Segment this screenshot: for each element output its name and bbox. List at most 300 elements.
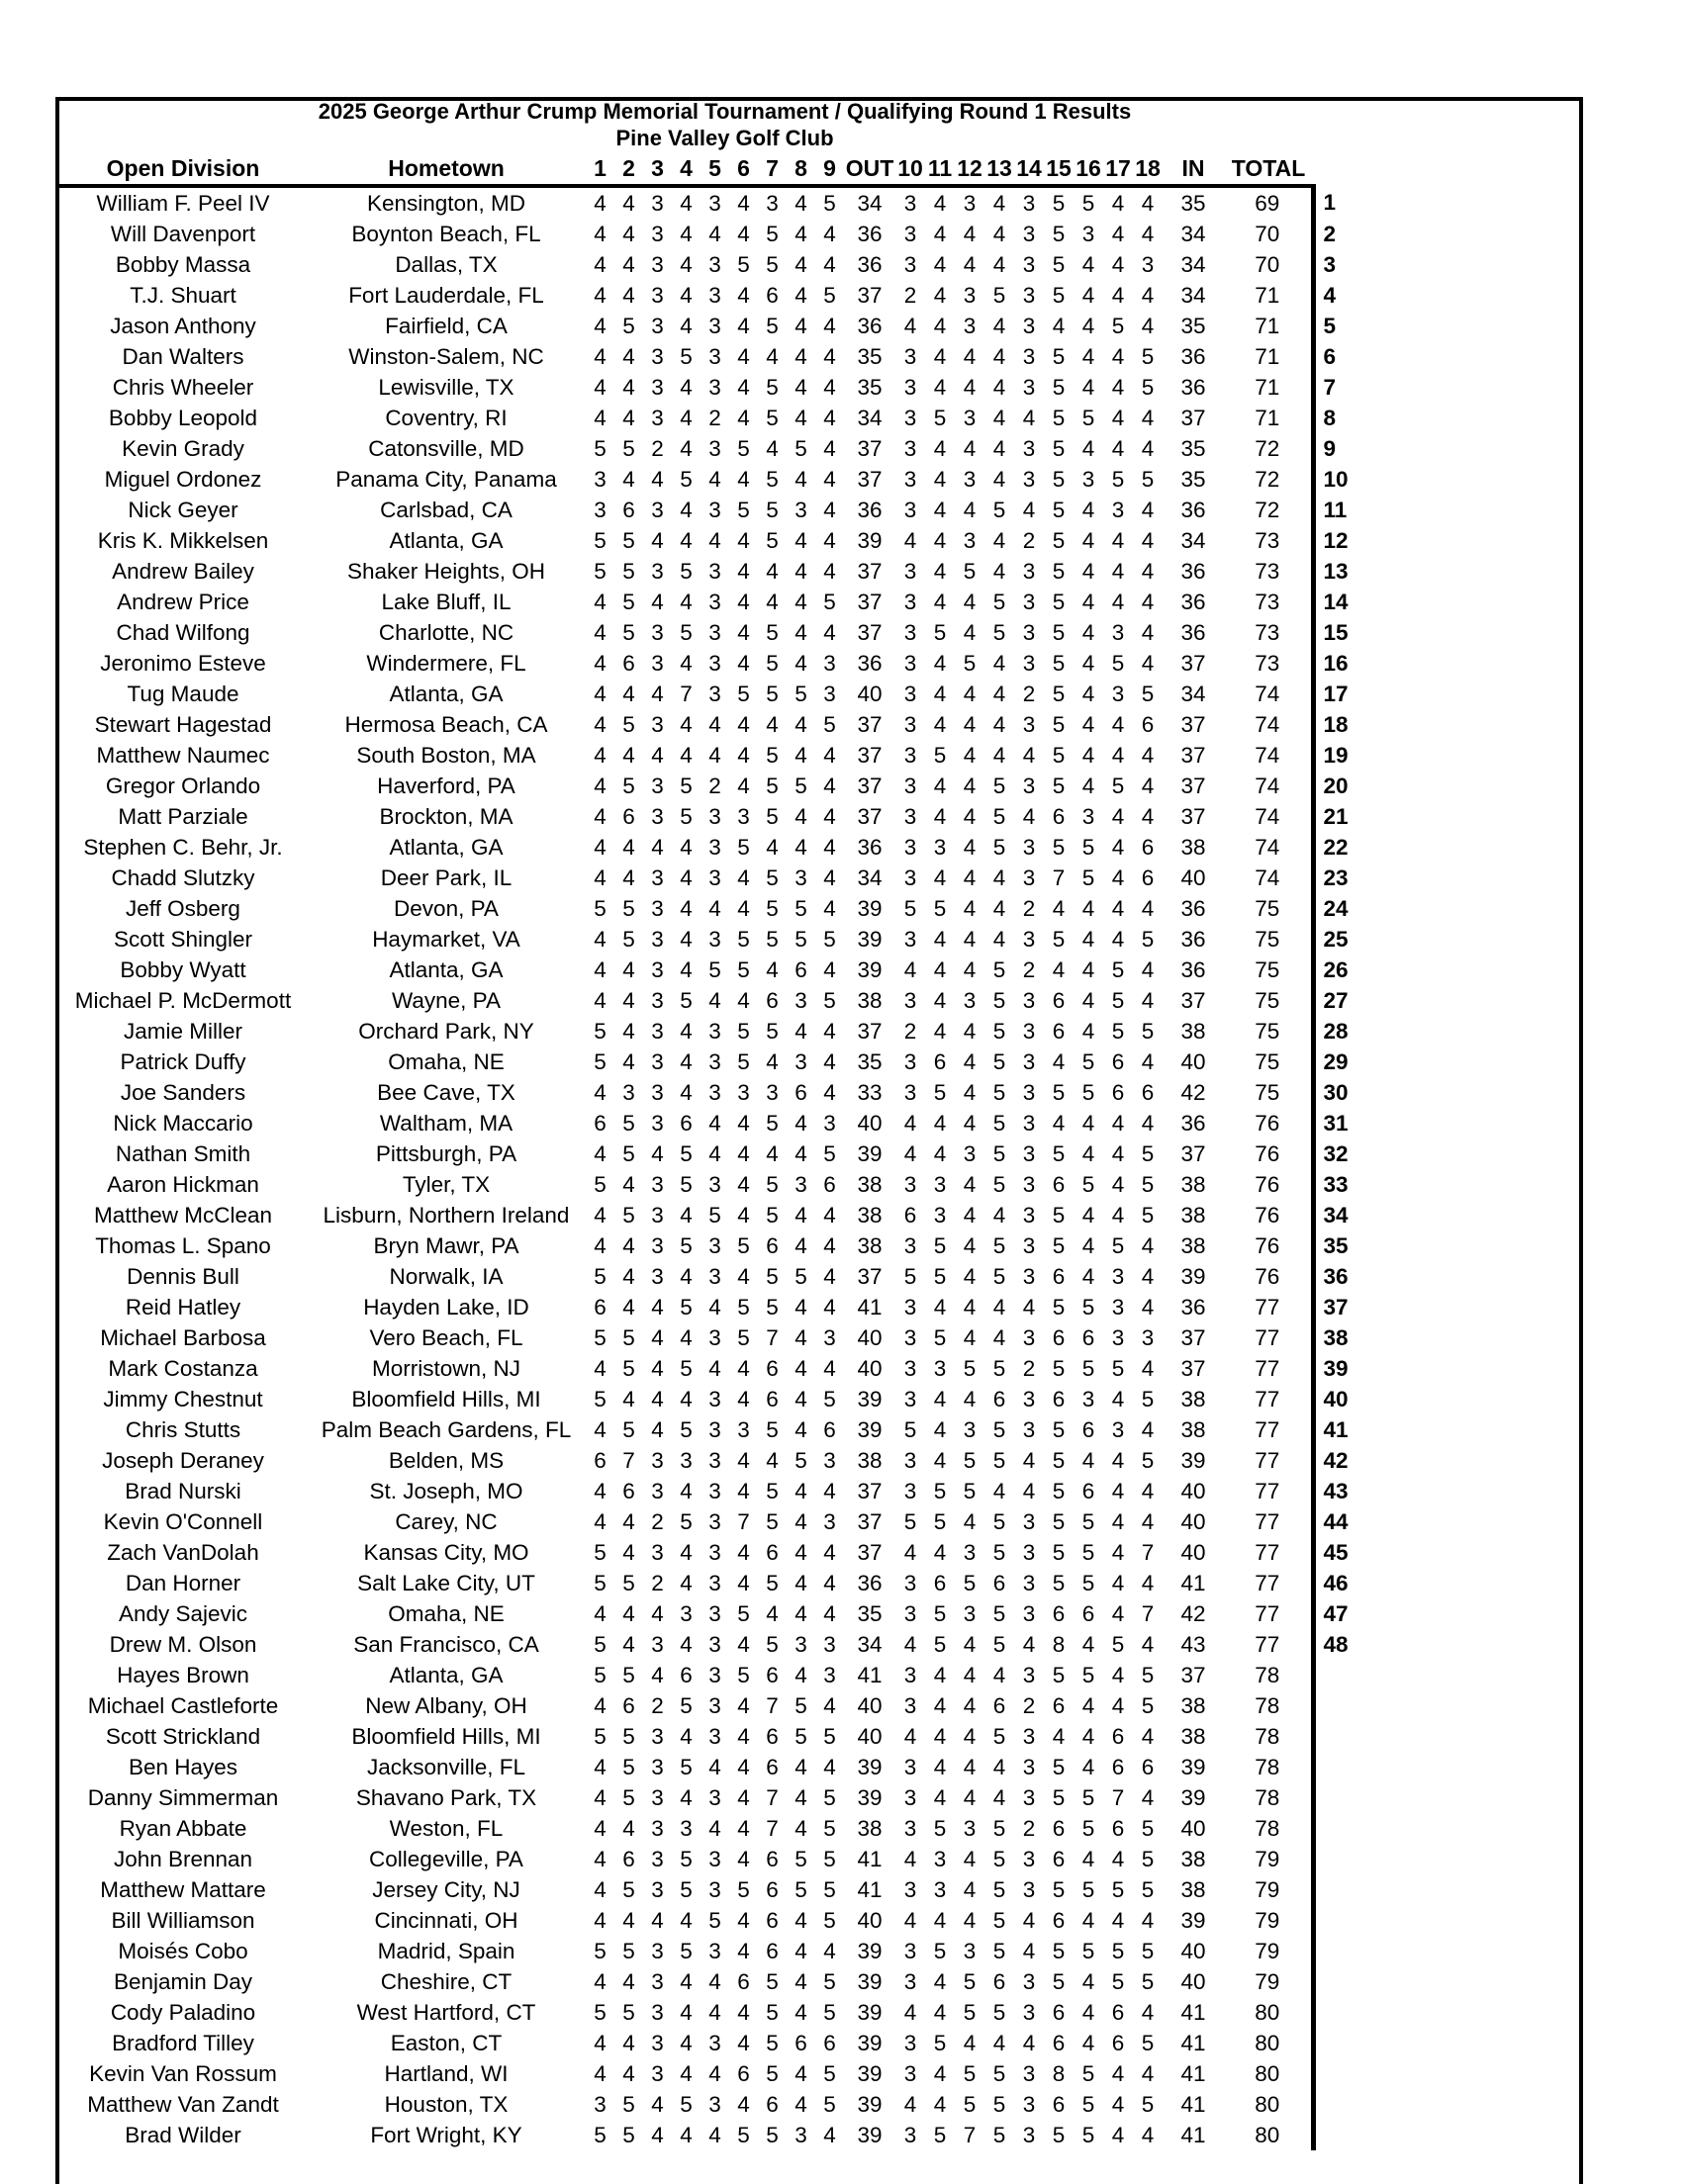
hole-score: 4 bbox=[737, 651, 750, 676]
hole-score: 6 bbox=[1052, 2000, 1066, 2025]
player-hometown: Fort Wright, KY bbox=[370, 2123, 522, 2147]
qualifying-rank: 25 bbox=[1313, 924, 1360, 955]
hole-score: 3 bbox=[737, 804, 750, 829]
hole-score: 4 bbox=[651, 1325, 664, 1350]
hole-score: 3 bbox=[651, 375, 664, 400]
hole-score: 3 bbox=[708, 1847, 721, 1871]
out-total: 40 bbox=[857, 1693, 883, 1718]
hole-score: 5 bbox=[737, 835, 750, 860]
hole-score: 4 bbox=[795, 1816, 807, 1841]
table-row bbox=[59, 2089, 1360, 2120]
hole-score: 6 bbox=[1052, 1693, 1066, 1718]
player-name: Michael Barbosa bbox=[100, 1325, 266, 1350]
hole-score: 4 bbox=[766, 1601, 779, 1626]
player-hometown: Norwalk, IA bbox=[389, 1264, 504, 1289]
hole-score: 2 bbox=[1022, 1356, 1036, 1381]
hole-score: 4 bbox=[933, 1755, 947, 1779]
hole-score: 6 bbox=[622, 1693, 635, 1718]
player-hometown: Easton, CT bbox=[390, 2031, 503, 2055]
hole-score: 4 bbox=[1141, 1724, 1155, 1749]
hole-score: 5 bbox=[933, 406, 947, 430]
hole-score: 5 bbox=[823, 1847, 836, 1871]
hole-score: 4 bbox=[594, 1509, 607, 1534]
hole-score: 4 bbox=[963, 375, 977, 400]
hole-score: 4 bbox=[795, 2061, 807, 2086]
hole-score: 4 bbox=[651, 2123, 664, 2147]
out-total: 39 bbox=[857, 528, 883, 553]
hole-score: 4 bbox=[992, 467, 1006, 492]
hole-score: 3 bbox=[708, 651, 721, 676]
qualifying-rank bbox=[1313, 1752, 1360, 1782]
hole-score: 4 bbox=[680, 835, 693, 860]
hole-score: 5 bbox=[622, 1877, 635, 1902]
hole-score: 4 bbox=[992, 528, 1006, 553]
hole-score: 3 bbox=[963, 406, 977, 430]
table-row bbox=[59, 1568, 1360, 1598]
player-name: Stephen C. Behr, Jr. bbox=[83, 835, 283, 860]
hole-score: 5 bbox=[680, 1172, 693, 1197]
hole-score: 5 bbox=[766, 528, 779, 553]
hole-score: 4 bbox=[594, 2031, 607, 2055]
hole-score: 5 bbox=[1052, 1509, 1066, 1534]
in-total: 39 bbox=[1180, 1785, 1206, 1810]
hole-score: 4 bbox=[823, 1356, 836, 1381]
hole-score: 3 bbox=[823, 1663, 836, 1687]
out-total: 34 bbox=[857, 406, 883, 430]
hole-score: 4 bbox=[963, 927, 977, 952]
hole-score: 5 bbox=[1081, 2061, 1095, 2086]
hole-score: 3 bbox=[963, 988, 977, 1013]
hole-score: 3 bbox=[903, 835, 917, 860]
qualifying-rank: 43 bbox=[1313, 1476, 1360, 1506]
hole-score: 3 bbox=[651, 1172, 664, 1197]
qualifying-rank: 27 bbox=[1313, 985, 1360, 1016]
hole-score: 4 bbox=[903, 1141, 917, 1166]
qualifying-rank: 31 bbox=[1313, 1108, 1360, 1138]
hole-score: 3 bbox=[823, 651, 836, 676]
hole-score: 6 bbox=[766, 1724, 779, 1749]
out-total: 35 bbox=[857, 344, 883, 369]
hole-score: 4 bbox=[1111, 2061, 1125, 2086]
hole-score: 4 bbox=[992, 1295, 1006, 1320]
hole-score: 4 bbox=[737, 1448, 750, 1473]
results-body bbox=[59, 186, 1360, 2150]
hole-score: 2 bbox=[1022, 1693, 1036, 1718]
hole-score: 4 bbox=[1081, 375, 1095, 400]
hole-score: 4 bbox=[933, 927, 947, 952]
hole-score: 3 bbox=[1022, 467, 1036, 492]
table-row bbox=[59, 1598, 1360, 1629]
player-hometown: Omaha, NE bbox=[388, 1601, 505, 1626]
hole-score: 4 bbox=[1081, 743, 1095, 768]
hole-score: 3 bbox=[651, 1479, 664, 1503]
hole-score: 4 bbox=[680, 1632, 693, 1657]
hole-score: 4 bbox=[737, 314, 750, 338]
hole-score: 3 bbox=[1022, 1540, 1036, 1565]
hole-score: 3 bbox=[1022, 1080, 1036, 1105]
hole-score: 2 bbox=[1022, 1816, 1036, 1841]
hole-score: 7 bbox=[1141, 1540, 1155, 1565]
in-total: 39 bbox=[1180, 1448, 1206, 1473]
player-name: Aaron Hickman bbox=[107, 1172, 259, 1197]
hole-score: 3 bbox=[594, 467, 607, 492]
hole-score: 3 bbox=[708, 1509, 721, 1534]
out-total: 36 bbox=[857, 651, 883, 676]
hole-score: 3 bbox=[651, 1019, 664, 1044]
table-row bbox=[59, 1721, 1360, 1752]
hole-score: 4 bbox=[708, 896, 721, 921]
hole-score: 3 bbox=[708, 835, 721, 860]
hole-score: 3 bbox=[622, 1080, 635, 1105]
qualifying-rank bbox=[1313, 2120, 1360, 2150]
hole-score: 4 bbox=[651, 1387, 664, 1411]
in-total: 36 bbox=[1180, 1295, 1206, 1320]
hole-score: 4 bbox=[1111, 590, 1125, 614]
table-row bbox=[59, 1322, 1360, 1353]
hole-score: 4 bbox=[708, 1141, 721, 1166]
column-header: 11 bbox=[925, 153, 955, 186]
hole-score: 3 bbox=[1022, 988, 1036, 1013]
player-name: Bobby Leopold bbox=[108, 406, 258, 430]
hole-score: 3 bbox=[903, 559, 917, 584]
player-name: Scott Strickland bbox=[105, 1724, 261, 1749]
hole-score: 4 bbox=[680, 1540, 693, 1565]
qualifying-rank: 37 bbox=[1313, 1292, 1360, 1322]
in-total: 36 bbox=[1180, 620, 1206, 645]
table-row bbox=[59, 1414, 1360, 1445]
hole-score: 6 bbox=[737, 1969, 750, 1994]
hole-score: 4 bbox=[1111, 2092, 1125, 2117]
hole-score: 4 bbox=[766, 559, 779, 584]
round-total: 74 bbox=[1255, 682, 1280, 706]
hole-score: 4 bbox=[963, 1080, 977, 1105]
round-total: 71 bbox=[1255, 406, 1280, 430]
hole-score: 4 bbox=[737, 467, 750, 492]
hole-score: 3 bbox=[963, 1816, 977, 1841]
hole-score: 3 bbox=[795, 988, 807, 1013]
hole-score: 4 bbox=[1111, 191, 1125, 216]
hole-score: 6 bbox=[680, 1111, 693, 1136]
hole-score: 5 bbox=[1052, 1969, 1066, 1994]
hole-score: 3 bbox=[708, 1019, 721, 1044]
hole-score: 5 bbox=[1081, 865, 1095, 890]
qualifying-rank bbox=[1313, 1936, 1360, 1966]
in-total: 40 bbox=[1180, 1939, 1206, 1963]
out-total: 39 bbox=[857, 1755, 883, 1779]
hole-score: 4 bbox=[622, 1969, 635, 1994]
hole-score: 5 bbox=[963, 1479, 977, 1503]
hole-score: 5 bbox=[1141, 1203, 1155, 1228]
hole-score: 5 bbox=[622, 1111, 635, 1136]
qualifying-rank: 40 bbox=[1313, 1384, 1360, 1414]
hole-score: 4 bbox=[1081, 620, 1095, 645]
table-row bbox=[59, 924, 1360, 955]
player-name: Matthew Van Zandt bbox=[87, 2092, 279, 2117]
hole-score: 5 bbox=[823, 1141, 836, 1166]
player-hometown: Bee Cave, TX bbox=[377, 1080, 515, 1105]
table-row bbox=[59, 1813, 1360, 1844]
hole-score: 3 bbox=[963, 528, 977, 553]
hole-score: 5 bbox=[795, 896, 807, 921]
hole-score: 3 bbox=[708, 1693, 721, 1718]
hole-score: 7 bbox=[737, 1509, 750, 1534]
hole-score: 4 bbox=[795, 1019, 807, 1044]
hole-score: 3 bbox=[903, 436, 917, 461]
hole-score: 5 bbox=[992, 498, 1006, 522]
hole-score: 5 bbox=[737, 1877, 750, 1902]
hole-score: 3 bbox=[933, 1877, 947, 1902]
hole-score: 5 bbox=[622, 528, 635, 553]
hole-score: 4 bbox=[1111, 1571, 1125, 1595]
out-total: 37 bbox=[857, 1540, 883, 1565]
hole-score: 5 bbox=[992, 1877, 1006, 1902]
hole-score: 3 bbox=[708, 1325, 721, 1350]
qualifying-rank: 42 bbox=[1313, 1445, 1360, 1476]
hole-score: 5 bbox=[737, 2123, 750, 2147]
column-header: IN bbox=[1163, 153, 1224, 186]
out-total: 37 bbox=[857, 559, 883, 584]
player-name: Cody Paladino bbox=[110, 2000, 256, 2025]
hole-score: 5 bbox=[933, 2031, 947, 2055]
player-name: Michael P. McDermott bbox=[74, 988, 292, 1013]
hole-score: 5 bbox=[766, 774, 779, 798]
hole-score: 4 bbox=[1141, 2123, 1155, 2147]
player-hometown: Fairfield, CA bbox=[385, 314, 508, 338]
player-hometown: Hayden Lake, ID bbox=[363, 1295, 529, 1320]
in-total: 35 bbox=[1180, 467, 1206, 492]
round-total: 77 bbox=[1255, 1325, 1280, 1350]
hole-score: 4 bbox=[1141, 191, 1155, 216]
qualifying-rank bbox=[1313, 2058, 1360, 2089]
round-total: 71 bbox=[1255, 344, 1280, 369]
hole-score: 4 bbox=[1022, 2031, 1036, 2055]
round-total: 71 bbox=[1255, 314, 1280, 338]
hole-score: 3 bbox=[1022, 222, 1036, 246]
hole-score: 2 bbox=[1022, 528, 1036, 553]
hole-score: 5 bbox=[933, 1509, 947, 1534]
hole-score: 3 bbox=[1141, 1325, 1155, 1350]
out-total: 37 bbox=[857, 712, 883, 737]
hole-score: 5 bbox=[766, 375, 779, 400]
qualifying-rank: 8 bbox=[1313, 403, 1360, 433]
hole-score: 4 bbox=[963, 1785, 977, 1810]
hole-score: 4 bbox=[933, 1663, 947, 1687]
hole-score: 4 bbox=[737, 2031, 750, 2055]
hole-score: 5 bbox=[622, 927, 635, 952]
hole-score: 4 bbox=[708, 467, 721, 492]
hole-score: 8 bbox=[1052, 2061, 1066, 2086]
hole-score: 4 bbox=[795, 2092, 807, 2117]
hole-score: 4 bbox=[680, 1908, 693, 1933]
hole-score: 5 bbox=[1141, 927, 1155, 952]
hole-score: 4 bbox=[651, 528, 664, 553]
in-total: 38 bbox=[1180, 1724, 1206, 1749]
hole-score: 4 bbox=[795, 712, 807, 737]
hole-score: 3 bbox=[823, 1509, 836, 1534]
hole-score: 3 bbox=[933, 1847, 947, 1871]
hole-score: 3 bbox=[651, 1049, 664, 1074]
hole-score: 4 bbox=[795, 314, 807, 338]
hole-score: 5 bbox=[1081, 1356, 1095, 1381]
hole-score: 6 bbox=[766, 283, 779, 308]
hole-score: 3 bbox=[1022, 1724, 1036, 1749]
hole-score: 4 bbox=[1081, 1141, 1095, 1166]
column-header: 17 bbox=[1103, 153, 1133, 186]
hole-score: 4 bbox=[1141, 222, 1155, 246]
hole-score: 4 bbox=[737, 1356, 750, 1381]
in-total: 38 bbox=[1180, 835, 1206, 860]
in-total: 40 bbox=[1180, 1049, 1206, 1074]
hole-score: 3 bbox=[651, 620, 664, 645]
hole-score: 4 bbox=[594, 344, 607, 369]
hole-score: 5 bbox=[823, 1724, 836, 1749]
hole-score: 7 bbox=[680, 682, 693, 706]
hole-score: 4 bbox=[594, 712, 607, 737]
player-hometown: New Albany, OH bbox=[365, 1693, 527, 1718]
hole-score: 4 bbox=[680, 865, 693, 890]
column-header: 13 bbox=[984, 153, 1014, 186]
hole-score: 5 bbox=[766, 651, 779, 676]
round-total: 79 bbox=[1255, 1877, 1280, 1902]
hole-score: 5 bbox=[823, 2061, 836, 2086]
in-total: 36 bbox=[1180, 559, 1206, 584]
hole-score: 5 bbox=[992, 2092, 1006, 2117]
hole-score: 6 bbox=[1111, 1080, 1125, 1105]
player-name: Nathan Smith bbox=[115, 1141, 251, 1166]
hole-score: 4 bbox=[622, 1387, 635, 1411]
hole-score: 4 bbox=[1111, 896, 1125, 921]
table-row bbox=[59, 403, 1360, 433]
player-name: Jamie Miller bbox=[123, 1019, 242, 1044]
qualifying-rank: 17 bbox=[1313, 679, 1360, 709]
hole-score: 4 bbox=[963, 712, 977, 737]
hole-score: 4 bbox=[933, 498, 947, 522]
hole-score: 4 bbox=[933, 1785, 947, 1810]
hole-score: 5 bbox=[680, 1141, 693, 1166]
qualifying-rank: 47 bbox=[1313, 1598, 1360, 1629]
table-row bbox=[59, 311, 1360, 341]
table-row bbox=[59, 433, 1360, 464]
player-name: Matthew Mattare bbox=[100, 1877, 266, 1902]
hole-score: 4 bbox=[903, 1724, 917, 1749]
hole-score: 5 bbox=[1081, 1509, 1095, 1534]
hole-score: 4 bbox=[963, 896, 977, 921]
hole-score: 3 bbox=[963, 283, 977, 308]
table-row bbox=[59, 495, 1360, 525]
round-total: 75 bbox=[1255, 957, 1280, 982]
hole-score: 3 bbox=[651, 988, 664, 1013]
player-hometown: Bloomfield Hills, MI bbox=[351, 1724, 541, 1749]
player-hometown: Kensington, MD bbox=[366, 191, 526, 216]
hole-score: 4 bbox=[992, 191, 1006, 216]
in-total: 36 bbox=[1180, 498, 1206, 522]
out-total: 38 bbox=[857, 1172, 883, 1197]
hole-score: 4 bbox=[933, 283, 947, 308]
header-row bbox=[59, 153, 1360, 186]
hole-score: 4 bbox=[651, 1908, 664, 1933]
hole-score: 5 bbox=[1111, 467, 1125, 492]
hole-score: 4 bbox=[795, 804, 807, 829]
hole-score: 4 bbox=[622, 2031, 635, 2055]
qualifying-rank: 36 bbox=[1313, 1261, 1360, 1292]
hole-score: 4 bbox=[594, 743, 607, 768]
hole-score: 4 bbox=[594, 1417, 607, 1442]
out-total: 40 bbox=[857, 682, 883, 706]
hole-score: 5 bbox=[992, 1417, 1006, 1442]
hole-score: 4 bbox=[823, 1080, 836, 1105]
hole-score: 5 bbox=[1081, 191, 1095, 216]
hole-score: 4 bbox=[1111, 1908, 1125, 1933]
hole-score: 4 bbox=[933, 436, 947, 461]
hole-score: 4 bbox=[708, 1356, 721, 1381]
hole-score: 5 bbox=[766, 1295, 779, 1320]
hole-score: 5 bbox=[1081, 2092, 1095, 2117]
hole-score: 5 bbox=[1081, 1877, 1095, 1902]
hole-score: 6 bbox=[1141, 835, 1155, 860]
player-hometown: Catonsville, MD bbox=[368, 436, 524, 461]
hole-score: 4 bbox=[594, 1816, 607, 1841]
hole-score: 3 bbox=[1022, 2123, 1036, 2147]
hole-score: 4 bbox=[992, 1663, 1006, 1687]
hole-score: 5 bbox=[594, 1724, 607, 1749]
round-total: 78 bbox=[1255, 1663, 1280, 1687]
hole-score: 4 bbox=[992, 896, 1006, 921]
player-name: Andrew Bailey bbox=[112, 559, 254, 584]
table-row bbox=[59, 617, 1360, 648]
hole-score: 5 bbox=[1141, 467, 1155, 492]
hole-score: 3 bbox=[651, 1877, 664, 1902]
hole-score: 5 bbox=[795, 1877, 807, 1902]
hole-score: 6 bbox=[594, 1295, 607, 1320]
hole-score: 5 bbox=[737, 1663, 750, 1687]
hole-score: 4 bbox=[1081, 314, 1095, 338]
hole-score: 6 bbox=[1111, 1724, 1125, 1749]
hole-score: 5 bbox=[594, 1325, 607, 1350]
in-total: 38 bbox=[1180, 1172, 1206, 1197]
hole-score: 5 bbox=[1081, 1939, 1095, 1963]
hole-score: 5 bbox=[708, 957, 721, 982]
hole-score: 5 bbox=[594, 1663, 607, 1687]
hole-score: 4 bbox=[933, 1969, 947, 1994]
hole-score: 4 bbox=[737, 743, 750, 768]
hole-score: 3 bbox=[766, 191, 779, 216]
hole-score: 3 bbox=[823, 1632, 836, 1657]
out-total: 39 bbox=[857, 957, 883, 982]
hole-score: 3 bbox=[903, 1172, 917, 1197]
hole-score: 3 bbox=[737, 1417, 750, 1442]
hole-score: 3 bbox=[651, 406, 664, 430]
hole-score: 4 bbox=[795, 1417, 807, 1442]
table-row bbox=[59, 1046, 1360, 1077]
table-row bbox=[59, 1874, 1360, 1905]
hole-score: 6 bbox=[622, 1479, 635, 1503]
hole-score: 3 bbox=[1022, 283, 1036, 308]
hole-score: 4 bbox=[594, 927, 607, 952]
hole-score: 3 bbox=[823, 1325, 836, 1350]
hole-score: 5 bbox=[1141, 1448, 1155, 1473]
hole-score: 3 bbox=[903, 252, 917, 277]
hole-score: 4 bbox=[795, 2000, 807, 2025]
hole-score: 5 bbox=[1052, 559, 1066, 584]
hole-score: 6 bbox=[622, 1847, 635, 1871]
qualifying-rank: 3 bbox=[1313, 249, 1360, 280]
hole-score: 4 bbox=[594, 1693, 607, 1718]
hole-score: 3 bbox=[1022, 252, 1036, 277]
table-row bbox=[59, 771, 1360, 801]
hole-score: 3 bbox=[708, 375, 721, 400]
hole-score: 6 bbox=[795, 957, 807, 982]
in-total: 41 bbox=[1180, 2000, 1206, 2025]
